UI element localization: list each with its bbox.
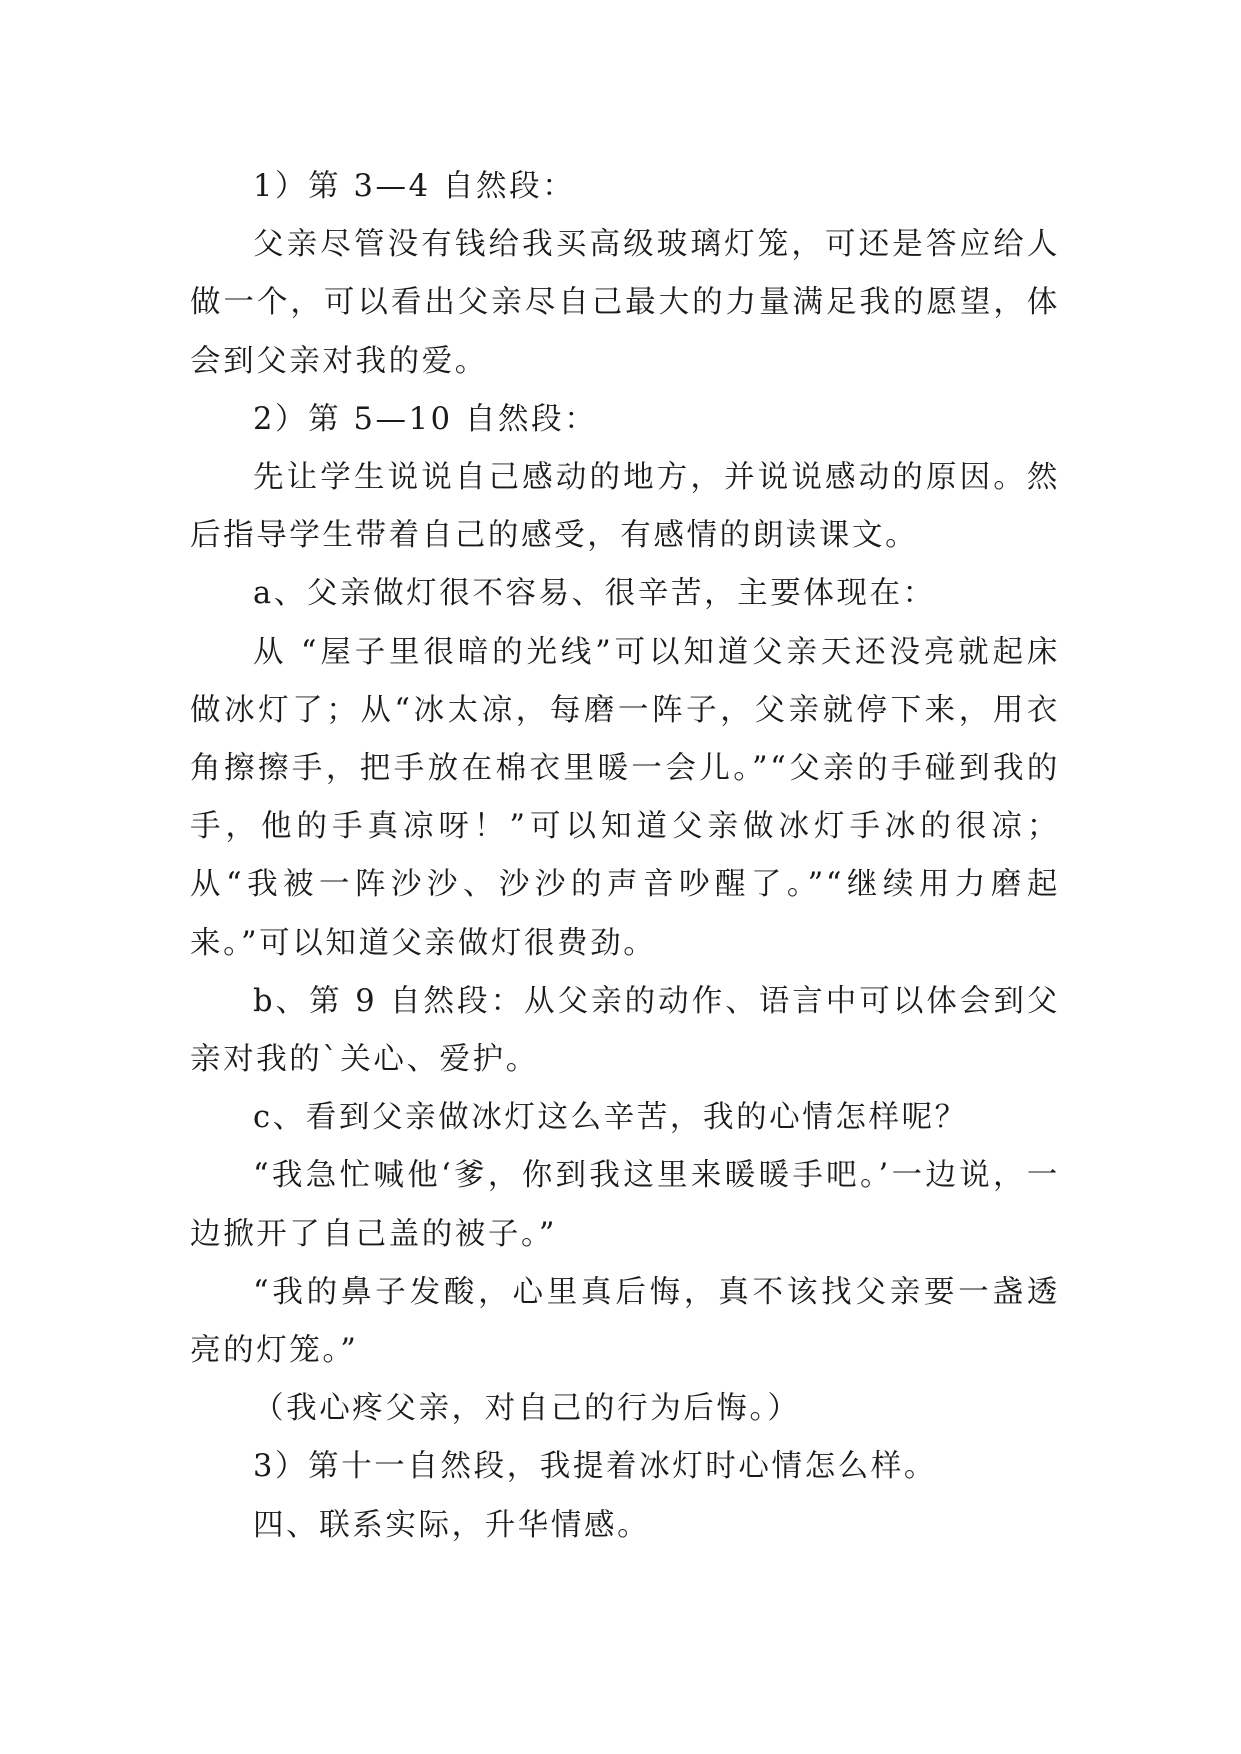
body-paragraph: a、父亲做灯很不容易、很辛苦，主要体现在： xyxy=(253,576,936,612)
section-heading: 四、联系实际，升华情感。 xyxy=(253,1507,651,1543)
body-paragraph: 先让学生说说自己感动的地方，并说说感动的原因。然后指导学生带着自己的感受，有感情的朗读课文。 xyxy=(190,460,1060,554)
body-paragraph: b、第 9 自然段：从父亲的动作、语言中可以体会到父亲对我的`关心、爱护。 xyxy=(190,983,1060,1078)
section-heading: 2）第 5—10 自然段： xyxy=(253,401,598,437)
document-body xyxy=(190,158,1060,1555)
body-paragraph: 父亲尽管没有钱给我买高级玻璃灯笼，可还是答应给人做一个，可以看出父亲尽自己最大的力量满足我的愿望，体会到父亲对我的爱。 xyxy=(190,227,1060,379)
section-heading: 1）第 3—4 自然段： xyxy=(253,169,576,204)
body-paragraph: （我心疼父亲，对自己的行为后悔。） xyxy=(253,1391,801,1427)
quote-paragraph: “我的鼻子发酸，心里真后悔，真不该找父亲要一盏透亮的灯笼。” xyxy=(190,1274,1060,1369)
quote-paragraph: “我急忙喊他‘爹，你到我这里来暖暖手吧。’一边说，一边掀开了自己盖的被子。” xyxy=(190,1158,1060,1252)
body-paragraph: c、看到父亲做冰灯这么辛苦，我的心情怎样呢？ xyxy=(253,1100,968,1136)
body-paragraph: 从 “屋子里很暗的光线”可以知道父亲天还没亮就起床做冰灯了；从“冰太凉，每磨一阵子，父亲就停下来，用衣角擦擦手，把手放在棉衣里暖一会儿。”“父亲的手碰到我的手，他的手真凉呀！”可以知道父亲做冰灯手冰的很凉；从“我被一阵沙沙、沙沙的声音吵醒了。”“继续用力磨起来。”可以知道父亲做灯很费劲。 xyxy=(190,634,1060,961)
section-heading: 3）第十一自然段，我提着冰灯时心情怎么样。 xyxy=(253,1449,938,1485)
